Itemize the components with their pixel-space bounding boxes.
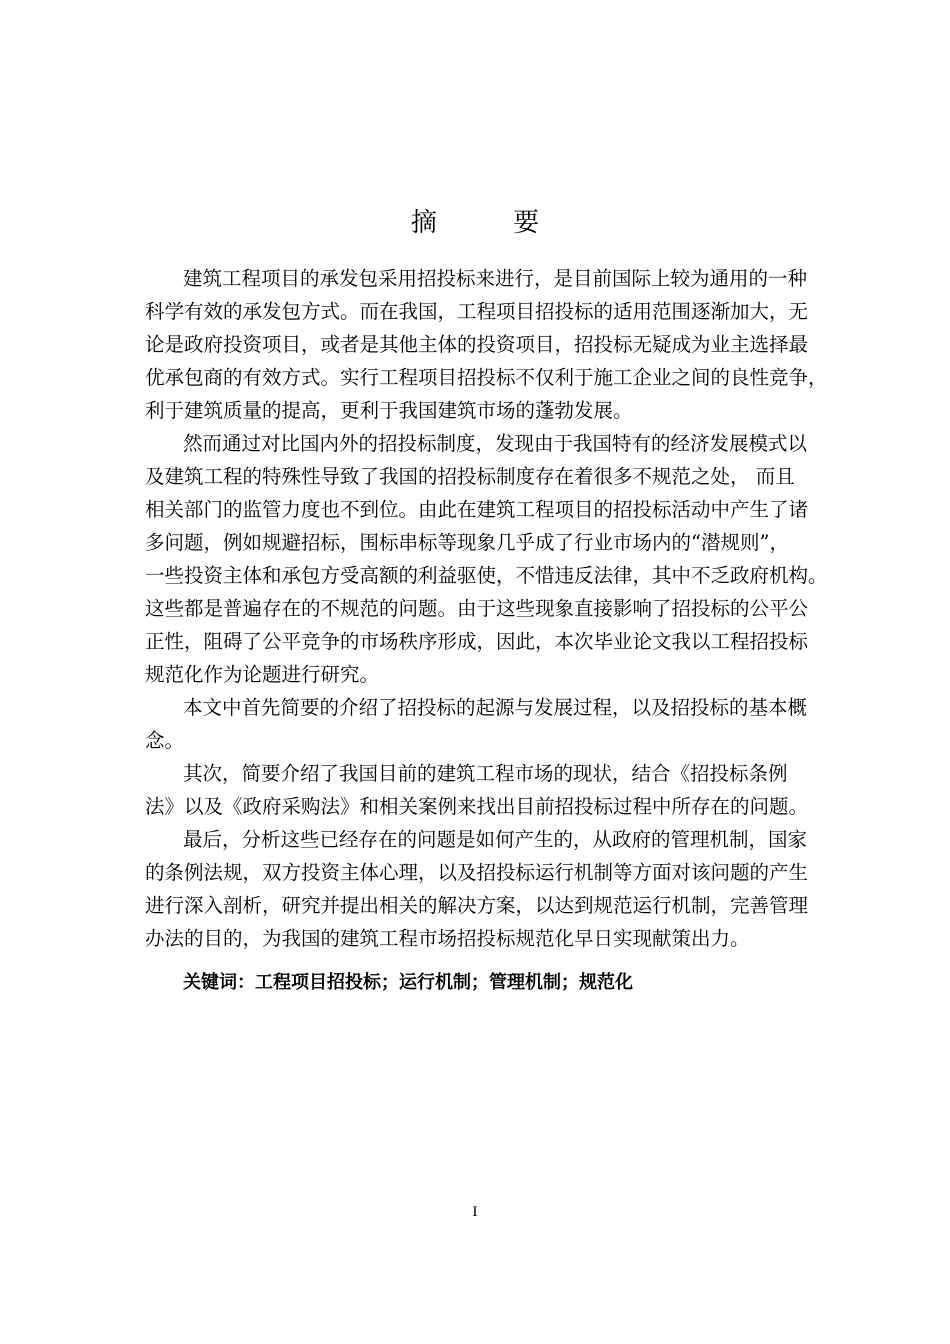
keywords-line xyxy=(183,967,633,999)
text-line: 然而通过对比国内外的招投标制度，发现由于我国特有的经济发展模式以 xyxy=(183,432,808,455)
page-number: I xyxy=(472,1204,478,1220)
text-line: 念。 xyxy=(145,729,185,752)
text-line: 法》以及《政府采购法》和相关案例来找出目前招投标过程中所存在的问题。 xyxy=(145,795,809,818)
text-line: 多问题，例如规避招标，围标串标等现象几乎成了行业市场内的“潜规则”， xyxy=(145,531,789,554)
text-line: 进行深入剖析，研究并提出相关的解决方案，以达到规范运行机制，完善管理 xyxy=(145,894,809,917)
page-title: 摘 要 xyxy=(410,208,574,238)
text-line: 相关部门的监管力度也不到位。由此在建筑工程项目的招投标活动中产生了诸 xyxy=(145,498,809,521)
text-line: 一些投资主体和承包方受高额的利益驱使，不惜违反法律，其中不乏政府机构。 xyxy=(145,564,828,587)
text-line: 这些都是普遍存在的不规范的问题。由于这些现象直接影响了招投标的公平公 xyxy=(145,597,809,620)
text-line: 优承包商的有效方式。实行工程项目招投标不仅利于施工企业之间的良性竞争， xyxy=(145,366,828,389)
text-line: 最后，分析这些已经存在的问题是如何产生的，从政府的管理机制，国家 xyxy=(183,828,808,851)
text-line: 论是政府投资项目，或者是其他主体的投资项目，招投标无疑成为业主选择最 xyxy=(145,333,809,356)
text-line: 建筑工程项目的承发包采用招投标来进行，是目前国际上较为通用的一种 xyxy=(183,267,808,290)
keywords-value: 工程项目招投标；运行机制；管理机制；规范化 xyxy=(255,972,633,993)
text-line: 其次，简要介绍了我国目前的建筑工程市场的现状，结合《招投标条例 xyxy=(183,762,788,785)
text-line: 及建筑工程的特殊性导致了我国的招投标制度存在着很多不规范之处， 而且 xyxy=(145,465,795,488)
text-line: 本文中首先简要的介绍了招投标的起源与发展过程，以及招投标的基本概 xyxy=(183,696,808,719)
text-line: 规范化作为论题进行研究。 xyxy=(145,663,380,686)
text-line: 科学有效的承发包方式。而在我国，工程项目招投标的适用范围逐渐加大，无 xyxy=(145,300,809,323)
keywords-label: 关键词： xyxy=(183,972,255,993)
text-line: 利于建筑质量的提高，更利于我国建筑市场的蓬勃发展。 xyxy=(145,399,633,422)
text-line: 办法的目的，为我国的建筑工程市场招投标规范化早日实现献策出力。 xyxy=(145,927,750,950)
abstract-body xyxy=(145,262,828,955)
text-line: 的条例法规，双方投资主体心理，以及招投标运行机制等方面对该问题的产生 xyxy=(145,861,809,884)
text-line: 正性，阻碍了公平竞争的市场秩序形成，因此，本次毕业论文我以工程招投标 xyxy=(145,630,809,653)
